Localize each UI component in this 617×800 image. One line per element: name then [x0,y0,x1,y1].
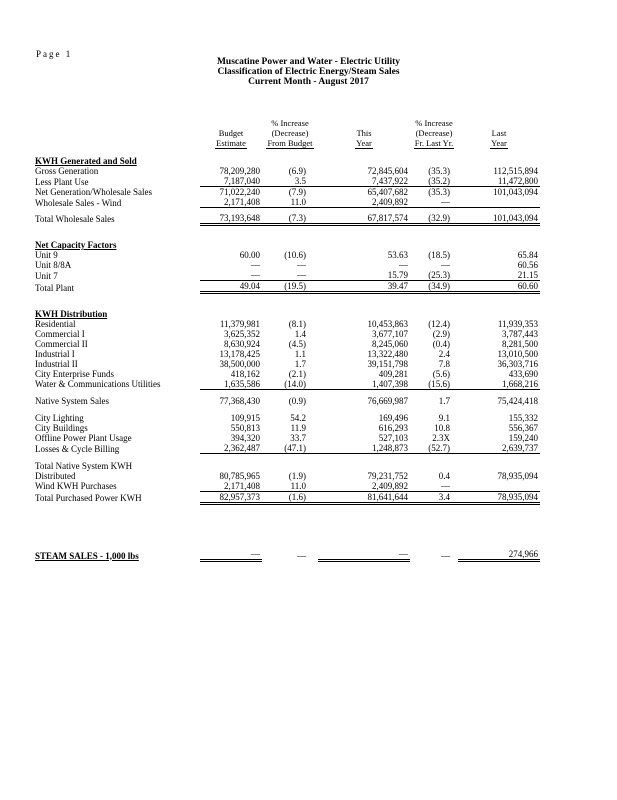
value-cell: (6.9) [288,166,306,176]
section-header-row [35,156,540,166]
value-cell [458,461,540,471]
header-cell-pct-increase-from-last-year-column [410,128,458,138]
value-cell [262,156,318,166]
row-label: Less Plant Use [35,176,89,187]
value-cell: (52.7) [410,443,458,454]
value-cell: 527,103 [378,433,408,443]
value-cell: 39,151,798 [367,358,408,369]
value-cell: 60.00 [239,250,260,260]
header-label: This [356,128,372,138]
value-cell: 82,957,373 [200,491,262,503]
value-cell [458,197,540,208]
spacer-row [35,454,540,461]
title-line-utility: Muscatine Power and Water - Electric Utility [216,57,401,67]
value-cell: 112,515,894 [493,166,538,176]
value-cell: 10,453,863 [367,318,408,329]
header-cell-row-label-column [35,138,200,149]
row-label: Industrial I [35,348,75,359]
value-cell [410,461,458,471]
steam-sales-row [35,549,540,561]
table-row [35,281,540,293]
value-cell: (8.1) [288,318,306,329]
value-cell: 3,677,107 [372,328,408,339]
value-cell: 1,407,398 [318,379,410,390]
value-cell: 8,245,060 [372,338,408,349]
row-label: Total Native System KWH [35,460,133,471]
value-cell: — [297,260,306,270]
row-label: Losses & Cycle Billing [35,443,120,454]
spacer [35,406,540,413]
value-cell: 616,293 [378,423,408,433]
row-label: KWH Distribution [35,308,108,319]
value-cell: 71,022,240 [219,187,260,197]
header-label: Fr. Last Yr. [414,138,454,148]
value-cell: (0.4) [432,338,450,349]
title-line-period: Current Month - August 2017 [248,77,369,87]
value-cell: 60.56 [517,260,538,270]
value-cell: 39.47 [318,281,410,293]
value-cell: 13,322,480 [367,348,408,359]
header-label: Last [491,128,507,138]
table-row [35,176,540,187]
spacer [35,389,540,396]
value-cell: 2,171,408 [200,197,262,208]
value-cell: 8,630,924 [224,338,260,349]
table-row [35,369,540,379]
header-cell-row-label-column [35,118,200,128]
value-cell: (47.1) [262,443,318,454]
header-label: From Budget [267,138,313,148]
value-cell [318,461,410,471]
value-cell: 21.15 [458,270,540,281]
row-label: STEAM SALES - 1,000 lbs [35,550,139,561]
value-cell: 1,635,586 [200,379,262,390]
row-label: City Enterprise Funds [35,368,114,379]
value-cell: (35.2) [410,176,458,187]
header-label: (Decrease) [271,128,309,138]
value-cell [200,461,262,471]
header-label: % Increase [415,118,453,128]
value-cell: 169,496 [378,413,408,423]
value-cell: 101,043,094 [493,187,538,197]
value-cell: 65,407,682 [367,187,408,197]
value-cell: 1,668,216 [458,379,540,390]
row-label: Residential [35,318,76,329]
value-cell: (5.6) [432,368,450,379]
row-label: Commercial I [35,328,85,339]
value-cell: 11,379,981 [219,318,260,329]
value-cell: 73,193,648 [200,213,262,225]
value-cell: 11.9 [290,423,306,433]
row-label: Distributed [35,470,76,481]
spacer [35,503,540,549]
value-cell: 33.7 [290,433,306,443]
table-row [35,359,540,369]
value-cell [318,240,410,250]
table-row [35,260,540,270]
value-cell: 3,625,352 [224,328,260,339]
value-cell: 3.4 [410,491,458,503]
value-cell: (32.9) [410,213,458,225]
value-cell: 79,231,752 [367,470,408,481]
value-cell: 409,281 [378,368,408,379]
value-cell: 80,785,965 [219,470,260,481]
table-row [35,396,540,406]
value-cell: — [441,260,450,270]
value-cell: 2,639,737 [458,443,540,454]
spacer-row [35,224,540,240]
header-cell-pct-increase-from-last-year-column [410,118,458,128]
table-row [35,213,540,225]
value-cell: 36,303,716 [497,358,538,369]
row-label: City Lighting [35,413,84,423]
value-cell: — [200,549,262,561]
value-cell: — [251,260,260,270]
value-cell: (7.9) [288,187,306,197]
value-cell: (2.1) [288,368,306,379]
row-label: Native System Sales [35,396,109,406]
value-cell: 1.7 [294,358,306,369]
value-cell: (4.5) [288,338,306,349]
value-cell: (0.9) [288,396,306,406]
value-cell: 10.8 [434,423,450,433]
page-number-label: Page 1 [36,49,73,59]
row-label: KWH Generated and Sold [35,156,137,166]
value-cell: 1.7 [438,396,450,406]
value-cell: (2.9) [432,328,450,339]
value-cell: (1.9) [288,470,306,481]
value-cell: 49.04 [200,281,262,293]
value-cell [318,309,410,319]
value-cell [262,309,318,319]
value-cell: 53.63 [387,250,408,260]
table-row [35,379,540,390]
value-cell: 7.8 [438,358,450,369]
value-cell: 7,187,040 [200,176,262,187]
value-cell: 2.3X [432,433,450,443]
value-cell: (35.3) [428,166,450,176]
row-label: Water & Communications Utilities [35,379,161,389]
value-cell: (15.6) [410,379,458,390]
value-cell: 3.5 [262,176,318,187]
value-cell: (19.5) [262,281,318,293]
row-label: Wholesale Sales - Wind [35,197,122,208]
table-row [35,349,540,359]
value-cell: 433,690 [508,368,538,379]
row-label: Industrial II [35,358,78,369]
value-cell: 159,240 [508,433,538,443]
value-cell: 3,787,443 [502,328,538,339]
row-label: Total Plant [35,282,75,293]
value-cell: 11,939,353 [497,318,538,329]
table-row [35,443,540,454]
row-label: Unit 8/8A [35,260,72,270]
header-label: % Increase [271,118,309,128]
value-cell: (10.6) [284,250,306,260]
value-cell: 72,845,604 [367,166,408,176]
value-cell: — [297,550,306,561]
row-label: Unit 7 [35,270,58,281]
value-cell: 2,362,487 [200,443,262,454]
value-cell: 101,043,094 [458,213,540,225]
header-row [35,128,540,138]
value-cell: (12.4) [428,318,450,329]
header-cell-last-year-column [458,128,540,138]
value-cell: (25.3) [410,270,458,281]
value-cell: 60.60 [458,281,540,293]
value-cell: 1,248,873 [318,443,410,454]
header-cell-last-year-column [458,138,540,149]
value-cell: — [410,481,458,492]
value-cell: 81,641,644 [318,491,410,503]
table-row [35,423,540,433]
value-cell [410,309,458,319]
value-cell: 78,935,094 [458,491,540,503]
header-cell-this-year-column [318,128,410,138]
table-row [35,413,540,423]
value-cell: (35.3) [428,187,450,197]
value-cell: 38,500,000 [219,358,260,369]
table-row [35,187,540,198]
spacer-row [35,149,540,156]
header-row [35,118,540,128]
value-cell: 2,171,408 [200,481,262,492]
value-cell: 556,367 [508,423,538,433]
header-cell-pct-increase-from-budget-column [262,118,318,128]
spacer [35,149,540,156]
value-cell [262,461,318,471]
header-cell-this-year-column [318,118,410,128]
table-row [35,329,540,339]
table-row [35,481,540,492]
value-cell: (18.5) [428,250,450,260]
value-cell: 76,669,987 [367,396,408,406]
value-cell: — [200,270,262,281]
row-label: Offline Power Plant Usage [35,433,132,443]
value-cell: 2,409,892 [318,197,410,208]
title-line-classification: Classification of Electric Energy/Steam Sales [217,67,400,77]
spacer [35,293,540,309]
value-cell: 54.2 [290,413,306,423]
row-label: City Buildings [35,423,88,433]
value-cell: 15.79 [318,270,410,281]
value-cell: 2,409,892 [318,481,410,492]
value-cell: 65.84 [517,250,538,260]
row-label: Total Wholesale Sales [35,214,115,224]
spacer [35,454,540,461]
value-cell: 394,320 [230,433,260,443]
value-cell: 418,162 [230,368,260,379]
report-table-body [35,149,540,561]
value-cell: (14.0) [262,379,318,390]
value-cell [200,156,262,166]
header-label: Year [356,138,372,148]
value-cell: — [399,260,408,270]
group-header-row [35,461,540,471]
value-cell [458,240,540,250]
spacer-row [35,503,540,549]
report-title [0,57,617,87]
table-row [35,270,540,281]
table-row [35,339,540,349]
value-cell: 13,010,500 [497,348,538,359]
value-cell: — [441,550,450,561]
table-row [35,166,540,176]
header-cell-this-year-column [318,138,410,149]
value-cell [458,481,540,492]
value-cell [262,240,318,250]
header-cell-last-year-column [458,118,540,128]
value-cell: — [410,197,458,208]
value-cell: 8,281,500 [502,338,538,349]
value-cell: — [262,270,318,281]
value-cell: 1.1 [294,348,306,359]
header-cell-row-label-column [35,128,200,138]
table-row [35,491,540,503]
value-cell: 13,178,425 [219,348,260,359]
row-label: Net Capacity Factors [35,240,117,250]
value-cell: 9.1 [438,413,450,423]
report-table [35,118,540,562]
value-cell: (1.6) [262,491,318,503]
value-cell: 109,915 [230,413,260,423]
header-row [35,138,540,149]
row-label: Total Purchased Power KWH [35,493,142,503]
header-cell-budget-estimate-column [200,128,262,138]
value-cell: 78,209,280 [219,166,260,176]
section-header-row [35,309,540,319]
table-row [35,471,540,481]
value-cell: 11.0 [262,197,318,208]
row-label: Wind KWH Purchases [35,481,117,491]
table-row [35,197,540,208]
spacer-row [35,293,540,309]
value-cell [318,156,410,166]
header-cell-budget-estimate-column [200,118,262,128]
row-label: Commercial II [35,338,88,349]
value-cell: 274,966 [458,549,540,561]
value-cell [410,240,458,250]
table-row [35,319,540,329]
header-label: Estimate [216,138,246,148]
value-cell: (7.3) [262,213,318,225]
header-label: Budget [218,128,244,138]
value-cell: 550,813 [230,423,260,433]
header-cell-pct-increase-from-budget-column [262,128,318,138]
value-cell: 155,332 [508,413,538,423]
value-cell: 11.0 [262,481,318,492]
spacer [35,224,540,240]
value-cell [458,309,540,319]
header-label: Year [491,138,507,148]
spacer-row [35,389,540,396]
header-cell-pct-increase-from-last-year-column [410,138,458,149]
value-cell: — [318,549,410,561]
value-cell [410,156,458,166]
row-label: Net Generation/Wholesale Sales [35,187,152,197]
value-cell: 0.4 [438,470,450,481]
header-cell-pct-increase-from-budget-column [262,138,318,149]
value-cell: (34.9) [410,281,458,293]
value-cell: 77,368,430 [219,396,260,406]
table-row [35,433,540,443]
value-cell: 78,935,094 [497,470,538,481]
value-cell [458,156,540,166]
value-cell [200,309,262,319]
spacer-row [35,406,540,413]
value-cell: 2.4 [438,348,450,359]
value-cell: 11,472,800 [458,176,540,187]
table-row [35,250,540,260]
value-cell: 7,437,922 [318,176,410,187]
row-label: Gross Generation [35,166,99,176]
value-cell: 75,424,418 [497,396,538,406]
header-cell-budget-estimate-column [200,138,262,149]
value-cell: 67,817,574 [318,213,410,225]
section-header-row [35,240,540,250]
header-label: (Decrease) [415,128,453,138]
value-cell: 1.4 [294,328,306,339]
row-label: Unit 9 [35,250,58,260]
report-table-head [35,118,540,149]
value-cell [200,240,262,250]
